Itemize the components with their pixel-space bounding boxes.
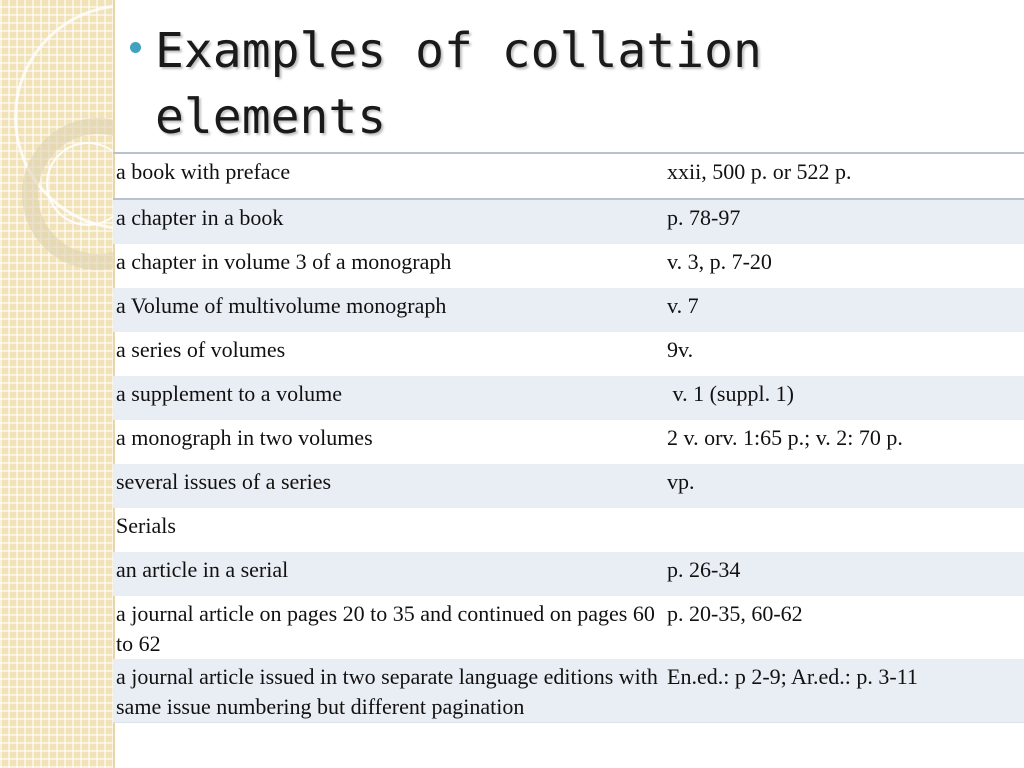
table-row <box>113 464 1024 508</box>
collation-table <box>113 152 1024 723</box>
table-row <box>113 659 1024 723</box>
item-cell: an article in a serial <box>113 552 665 596</box>
table-row <box>113 420 1024 464</box>
item-cell: a journal article on pages 20 to 35 and continued on pages 60 to 62 <box>116 601 655 656</box>
item-cell: a monograph in two volumes <box>116 425 373 450</box>
item-cell: several issues of a series <box>113 464 665 508</box>
collation-cell: vp. <box>665 464 1024 508</box>
collation-cell: v. 1 (suppl. 1) <box>665 376 1024 420</box>
collation-cell: v. 7 <box>665 288 1024 332</box>
collation-cell <box>665 508 1024 552</box>
collation-cell: p. 20-35, 60-62 <box>667 601 803 626</box>
collation-cell: 9v. <box>667 337 694 362</box>
collation-cell: xxii, 500 p. or 522 p. <box>665 153 1024 199</box>
table-row-section-header <box>113 508 1024 552</box>
table-row <box>113 332 1024 376</box>
item-cell: a chapter in volume 3 of a monograph <box>116 249 452 274</box>
section-label-cell: Serials <box>116 513 176 538</box>
slide-title: Examples of collation elements <box>155 23 762 145</box>
table-row <box>113 552 1024 596</box>
collation-cell: En.ed.: p 2-9; Ar.ed.: p. 3-11 <box>665 659 1024 723</box>
bullet-icon <box>130 42 141 53</box>
table-row <box>113 199 1024 244</box>
item-cell: a Volume of multivolume monograph <box>113 288 665 332</box>
decorative-side-panel <box>0 0 113 768</box>
table-row <box>113 376 1024 420</box>
collation-cell: 2 v. orv. 1:65 p.; v. 2: 70 p. <box>667 425 903 450</box>
item-cell: a supplement to a volume <box>113 376 665 420</box>
collation-cell: p. 78-97 <box>665 199 1024 244</box>
collation-cell: v. 3, p. 7-20 <box>667 249 772 274</box>
collation-cell: p. 26-34 <box>665 552 1024 596</box>
item-cell: a series of volumes <box>116 337 286 362</box>
item-cell: a chapter in a book <box>113 199 665 244</box>
item-cell: a journal article issued in two separate language editions with same issue numbering but different pagination <box>113 659 665 723</box>
table-row <box>113 596 1024 659</box>
item-cell: a book with preface <box>113 153 665 199</box>
table-row <box>113 288 1024 332</box>
table-row <box>113 153 1024 199</box>
table-row <box>113 244 1024 288</box>
